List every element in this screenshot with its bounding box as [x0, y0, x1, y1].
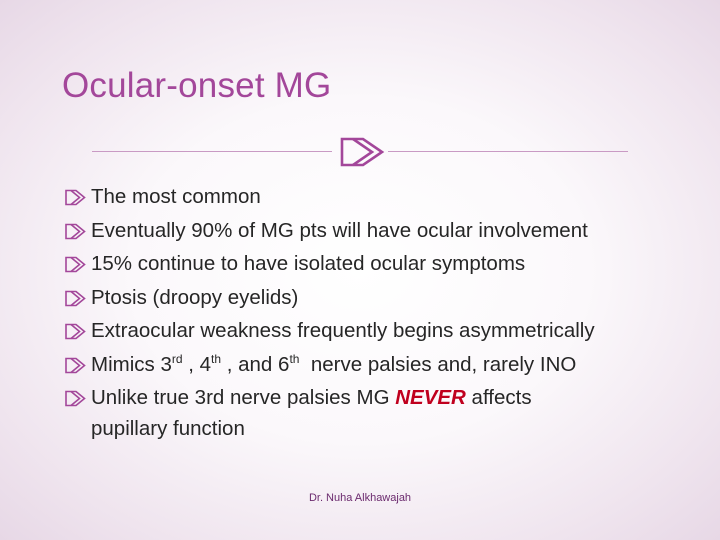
double-arrow-bullet-icon: [65, 357, 86, 374]
bullet-text-part: affects: [465, 386, 532, 409]
double-arrow-bullet-icon: [65, 323, 86, 340]
bullet-text: Ptosis (droopy eyelids): [91, 285, 299, 309]
bullet-list: [64, 180, 704, 443]
bullet-item: [64, 180, 704, 214]
bullet-text-part: Mimics 3: [91, 352, 172, 376]
bullet-item: [64, 348, 704, 382]
divider-line-left: [92, 151, 332, 152]
bullet-text: Eventually 90% of MG pts will have ocular involvement: [91, 218, 588, 242]
bullet-text-part: Unlike true 3rd nerve palsies MG: [91, 386, 396, 409]
bullet-text-part: nerve palsies and, rarely INO: [299, 352, 577, 376]
title-divider: [92, 134, 628, 170]
ordinal-suffix: th: [289, 351, 300, 366]
slide-title: Ocular-onset MG: [62, 66, 332, 105]
bullet-continuation: pupillary function: [91, 416, 245, 440]
divider-line-right: [388, 151, 628, 152]
bullet-item: [64, 214, 704, 248]
double-arrow-bullet-icon: [65, 189, 86, 206]
bullet-text: Extraocular weakness frequently begins asymmetrically: [91, 319, 595, 342]
double-arrow-bullet-icon: [339, 136, 385, 168]
bullet-text-part: , 4: [182, 352, 212, 376]
double-arrow-bullet-icon: [65, 256, 86, 273]
double-arrow-bullet-icon: [65, 390, 86, 407]
double-arrow-bullet-icon: [65, 290, 86, 307]
bullet-text-part: , and 6: [221, 352, 290, 376]
footer-author: Dr. Nuha Alkhawajah: [308, 492, 412, 504]
double-arrow-bullet-icon: [65, 223, 86, 240]
bullet-item: [64, 314, 704, 348]
bullet-item: [64, 381, 704, 443]
ordinal-suffix: rd: [171, 351, 183, 366]
emphasis-never: NEVER: [395, 386, 466, 409]
bullet-text: The most common: [91, 185, 261, 208]
bullet-text: 15% continue to have isolated ocular symptoms: [91, 252, 526, 275]
bullet-item: [64, 247, 704, 281]
ordinal-suffix: th: [211, 351, 222, 366]
bullet-item: [64, 281, 704, 315]
